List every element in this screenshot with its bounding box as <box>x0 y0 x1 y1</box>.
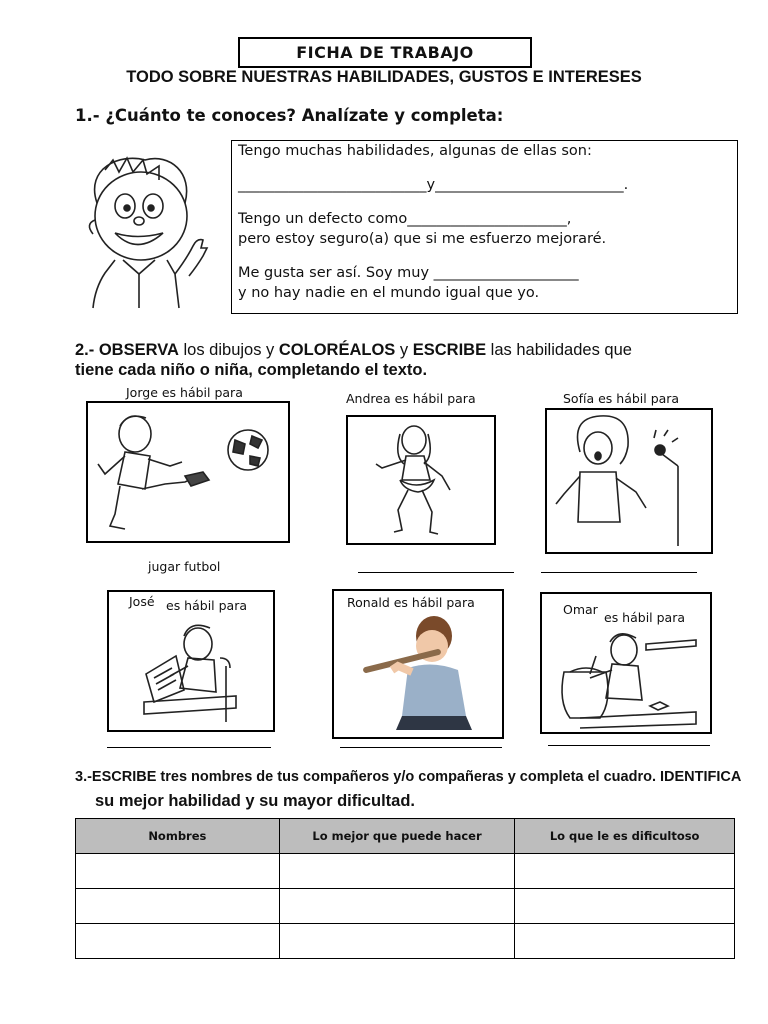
table-cell[interactable] <box>279 889 515 924</box>
worksheet-subtitle: TODO SOBRE NUESTRAS HABILIDADES, GUSTOS E INTERESES <box>126 68 642 86</box>
table-cell[interactable] <box>279 924 515 959</box>
section-2-instructions: 2.- OBSERVA los dibujos y COLORÉALOS y ESCRIBE las habilidades que tiene cada niño o niña, completando el texto. <box>75 341 632 379</box>
table-cell[interactable] <box>76 854 280 889</box>
table-row <box>76 924 735 959</box>
column-header-nombres: Nombres <box>76 819 280 854</box>
card-andrea-answer-line[interactable] <box>358 572 514 573</box>
card-ronald-caption: Ronald es hábil para <box>347 595 475 610</box>
table-row <box>76 854 735 889</box>
card-jose-answer-line[interactable] <box>107 747 271 748</box>
section-1-heading: 1.- ¿Cuánto te conoces? Analízate y completa: <box>75 106 504 125</box>
column-header-dificultoso: Lo que le es dificultoso <box>515 819 735 854</box>
self-analysis-line-3[interactable]: Tengo un defecto como______________________, <box>238 211 572 227</box>
girl-singing-illustration <box>550 412 705 547</box>
card-jorge-caption: Jorge es hábil para <box>126 385 243 400</box>
table-cell[interactable] <box>515 854 735 889</box>
self-analysis-box <box>231 140 738 314</box>
card-omar-answer-line[interactable] <box>548 745 710 746</box>
section-3-instructions-line-2: su mejor habilidad y su mayor dificultad. <box>95 792 415 810</box>
self-analysis-line-5[interactable]: Me gusta ser así. Soy muy ____________________ <box>238 265 579 281</box>
card-ronald-answer-line[interactable] <box>340 747 502 748</box>
card-sofia-caption: Sofía es hábil para <box>563 391 680 406</box>
self-analysis-line-1: Tengo muchas habilidades, algunas de ellas son: <box>238 143 592 159</box>
self-analysis-line-2[interactable]: __________________________y__________________________. <box>238 177 629 193</box>
self-analysis-line-6: y no hay nadie en el mundo igual que yo. <box>238 285 540 301</box>
card-jose-caption: es hábil para <box>166 598 248 613</box>
girl-dancing-illustration <box>372 420 472 538</box>
boy-writing-illustration <box>140 618 240 724</box>
self-analysis-line-4: pero estoy seguro(a) que si me esfuerzo mejoraré. <box>238 231 607 247</box>
table-cell[interactable] <box>76 924 280 959</box>
card-jorge-answer[interactable]: jugar futbol <box>148 559 221 574</box>
table-cell[interactable] <box>515 924 735 959</box>
section-3-instructions: 3.-ESCRIBE tres nombres de tus compañeros y/o compañeras y completa el cuadro. IDENTIFICA <box>75 769 742 785</box>
table-cell[interactable] <box>76 889 280 924</box>
card-omar-caption-name: Omar <box>563 602 598 617</box>
table-header-row <box>76 819 735 854</box>
table-cell[interactable] <box>279 854 515 889</box>
boy-playing-flute-photo <box>362 612 482 732</box>
card-jose-caption-name: José <box>129 594 155 609</box>
worksheet-title: FICHA DE TRABAJO <box>238 37 532 68</box>
card-andrea-caption: Andrea es hábil para <box>346 391 476 406</box>
table-row <box>76 889 735 924</box>
card-omar-caption: es hábil para <box>604 610 686 625</box>
boy-cooking-illustration <box>550 628 700 728</box>
card-sofia-answer-line[interactable] <box>541 572 697 573</box>
boy-pointing-illustration <box>75 148 210 313</box>
boy-kicking-ball-illustration <box>90 404 280 536</box>
table-cell[interactable] <box>515 889 735 924</box>
classmates-table <box>75 818 735 959</box>
column-header-lo-mejor: Lo mejor que puede hacer <box>279 819 515 854</box>
